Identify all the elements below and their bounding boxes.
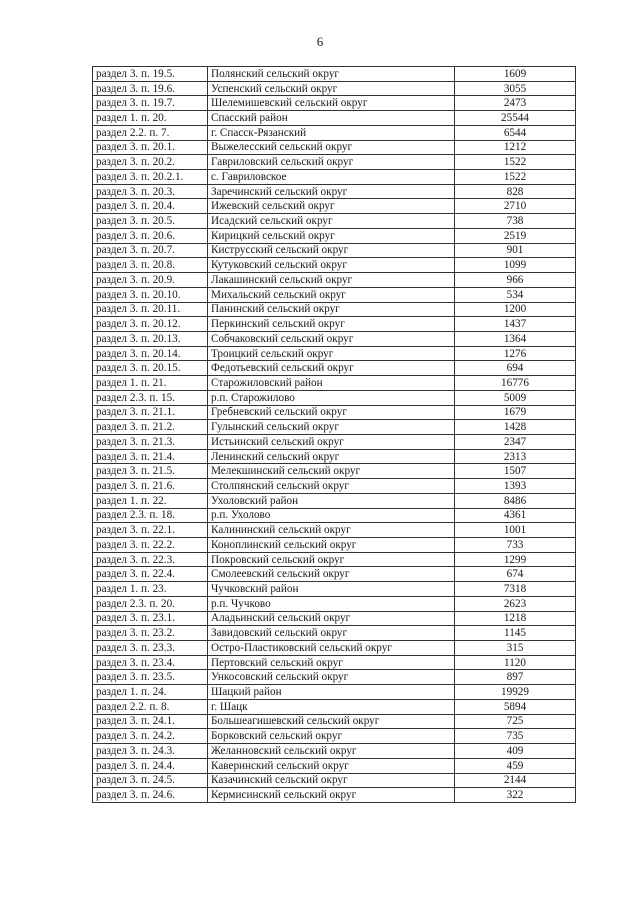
territory-name-cell: Кермисинский сельский округ (208, 788, 455, 803)
territory-name-cell: Гребневский сельский округ (208, 405, 455, 420)
territory-name-cell: Полянский сельский округ (208, 67, 455, 82)
section-reference-cell: раздел 3. п. 20.8. (93, 258, 208, 273)
section-reference-cell: раздел 3. п. 20.12. (93, 317, 208, 332)
table-row (93, 685, 576, 700)
section-reference-cell: раздел 3. п. 21.4. (93, 449, 208, 464)
value-cell: 6544 (455, 125, 576, 140)
table-row (93, 655, 576, 670)
table-row (93, 287, 576, 302)
table-row (93, 449, 576, 464)
section-reference-cell: раздел 3. п. 24.2. (93, 729, 208, 744)
section-reference-cell: раздел 3. п. 22.4. (93, 567, 208, 582)
table-row (93, 67, 576, 82)
table-row (93, 214, 576, 229)
value-cell: 1145 (455, 626, 576, 641)
value-cell: 694 (455, 361, 576, 376)
section-reference-cell: раздел 2.3. п. 20. (93, 596, 208, 611)
territory-name-cell: Старожиловский район (208, 376, 455, 391)
table-row (93, 273, 576, 288)
value-cell: 735 (455, 729, 576, 744)
section-reference-cell: раздел 3. п. 22.1. (93, 523, 208, 538)
value-cell: 1437 (455, 317, 576, 332)
page-number: 6 (316, 34, 324, 49)
section-reference-cell: раздел 3. п. 20.15. (93, 361, 208, 376)
section-reference-cell: раздел 3. п. 20.1. (93, 140, 208, 155)
table-row (93, 390, 576, 405)
territory-name-cell: Аладьинский сельский округ (208, 611, 455, 626)
section-reference-cell: раздел 3. п. 21.3. (93, 434, 208, 449)
value-cell: 2623 (455, 596, 576, 611)
table-row (93, 611, 576, 626)
territory-name-cell: Пертовский сельский округ (208, 655, 455, 670)
value-cell: 897 (455, 670, 576, 685)
value-cell: 16776 (455, 376, 576, 391)
section-reference-cell: раздел 2.3. п. 18. (93, 508, 208, 523)
table-row (93, 596, 576, 611)
territory-name-cell: Большеагишевский сельский округ (208, 714, 455, 729)
value-cell: 1679 (455, 405, 576, 420)
table-row (93, 258, 576, 273)
table-row (93, 155, 576, 170)
territory-name-cell: Завидовский сельский округ (208, 626, 455, 641)
value-cell: 966 (455, 273, 576, 288)
value-cell: 7318 (455, 582, 576, 597)
table-row (93, 699, 576, 714)
section-reference-cell: раздел 3. п. 19.6. (93, 81, 208, 96)
section-reference-cell: раздел 1. п. 24. (93, 685, 208, 700)
territory-name-cell: Федотьевский сельский округ (208, 361, 455, 376)
value-cell: 1200 (455, 302, 576, 317)
value-cell: 1276 (455, 346, 576, 361)
section-reference-cell: раздел 3. п. 20.7. (93, 243, 208, 258)
section-reference-cell: раздел 1. п. 23. (93, 582, 208, 597)
table-row (93, 302, 576, 317)
value-cell: 1299 (455, 552, 576, 567)
table-row (93, 111, 576, 126)
table-row (93, 582, 576, 597)
section-reference-cell: раздел 3. п. 20.2. (93, 155, 208, 170)
table-row (93, 317, 576, 332)
territory-name-cell: Остро-Пластиковский сельский округ (208, 641, 455, 656)
section-reference-cell: раздел 1. п. 21. (93, 376, 208, 391)
territory-name-cell: Исадский сельский округ (208, 214, 455, 229)
section-reference-cell: раздел 3. п. 23.3. (93, 641, 208, 656)
section-reference-cell: раздел 3. п. 24.5. (93, 773, 208, 788)
value-cell: 1393 (455, 479, 576, 494)
section-reference-cell: раздел 3. п. 21.6. (93, 479, 208, 494)
section-reference-cell: раздел 3. п. 24.4. (93, 758, 208, 773)
table-row (93, 170, 576, 185)
value-cell: 1428 (455, 420, 576, 435)
territory-name-cell: Выжелесский сельский округ (208, 140, 455, 155)
table-row (93, 81, 576, 96)
territory-name-cell: Покровский сельский округ (208, 552, 455, 567)
section-reference-cell: раздел 3. п. 20.11. (93, 302, 208, 317)
value-cell: 315 (455, 641, 576, 656)
table-row (93, 626, 576, 641)
section-reference-cell: раздел 3. п. 20.2.1. (93, 170, 208, 185)
territory-name-cell: Успенский сельский округ (208, 81, 455, 96)
section-reference-cell: раздел 2.3. п. 15. (93, 390, 208, 405)
territory-name-cell: Коноплинский сельский округ (208, 538, 455, 553)
value-cell: 2519 (455, 228, 576, 243)
section-reference-cell: раздел 3. п. 22.2. (93, 538, 208, 553)
territory-name-cell: Заречинский сельский округ (208, 184, 455, 199)
section-reference-cell: раздел 1. п. 20. (93, 111, 208, 126)
value-cell: 459 (455, 758, 576, 773)
territory-name-cell: с. Гавриловское (208, 170, 455, 185)
section-reference-cell: раздел 3. п. 20.5. (93, 214, 208, 229)
table-row (93, 405, 576, 420)
table-row (93, 331, 576, 346)
table-body (93, 67, 576, 803)
section-reference-cell: раздел 3. п. 20.3. (93, 184, 208, 199)
value-cell: 2144 (455, 773, 576, 788)
section-reference-cell: раздел 1. п. 22. (93, 493, 208, 508)
section-reference-cell: раздел 3. п. 20.13. (93, 331, 208, 346)
territory-name-cell: р.п. Старожилово (208, 390, 455, 405)
territory-name-cell: Панинский сельский округ (208, 302, 455, 317)
value-cell: 674 (455, 567, 576, 582)
section-reference-cell: раздел 3. п. 20.14. (93, 346, 208, 361)
value-cell: 901 (455, 243, 576, 258)
territory-name-cell: Шацкий район (208, 685, 455, 700)
section-reference-cell: раздел 3. п. 23.2. (93, 626, 208, 641)
table-row (93, 361, 576, 376)
table-row (93, 140, 576, 155)
section-reference-cell: раздел 3. п. 24.1. (93, 714, 208, 729)
value-cell: 1522 (455, 155, 576, 170)
value-cell: 1522 (455, 170, 576, 185)
value-cell: 3055 (455, 81, 576, 96)
value-cell: 2473 (455, 96, 576, 111)
value-cell: 4361 (455, 508, 576, 523)
territory-name-cell: р.п. Ухолово (208, 508, 455, 523)
value-cell: 725 (455, 714, 576, 729)
section-reference-cell: раздел 3. п. 20.9. (93, 273, 208, 288)
territory-name-cell: Смолеевский сельский округ (208, 567, 455, 582)
table-row (93, 184, 576, 199)
table-row (93, 729, 576, 744)
table-row (93, 567, 576, 582)
data-table (92, 66, 576, 803)
value-cell: 8486 (455, 493, 576, 508)
territory-name-cell: Перкинский сельский округ (208, 317, 455, 332)
value-cell: 25544 (455, 111, 576, 126)
territory-name-cell: р.п. Чучково (208, 596, 455, 611)
section-reference-cell: раздел 3. п. 19.5. (93, 67, 208, 82)
table-row (93, 464, 576, 479)
territory-name-cell: г. Спасск-Рязанский (208, 125, 455, 140)
territory-name-cell: Истьинский сельский округ (208, 434, 455, 449)
value-cell: 534 (455, 287, 576, 302)
table-row (93, 523, 576, 538)
value-cell: 1099 (455, 258, 576, 273)
table-row (93, 493, 576, 508)
section-reference-cell: раздел 3. п. 24.3. (93, 744, 208, 759)
table-row (93, 788, 576, 803)
territory-name-cell: Кирицкий сельский округ (208, 228, 455, 243)
table-row (93, 552, 576, 567)
territory-name-cell: Михальский сельский округ (208, 287, 455, 302)
section-reference-cell: раздел 3. п. 19.7. (93, 96, 208, 111)
section-reference-cell: раздел 2.2. п. 8. (93, 699, 208, 714)
territory-name-cell: Шелемишевский сельский округ (208, 96, 455, 111)
value-cell: 1507 (455, 464, 576, 479)
table-row (93, 538, 576, 553)
table-row (93, 758, 576, 773)
territory-name-cell: Ленинский сельский округ (208, 449, 455, 464)
territory-name-cell: Кутуковский сельский округ (208, 258, 455, 273)
table-row (93, 376, 576, 391)
section-reference-cell: раздел 2.2. п. 7. (93, 125, 208, 140)
territory-name-cell: Лакашинский сельский округ (208, 273, 455, 288)
value-cell: 738 (455, 214, 576, 229)
table-row (93, 199, 576, 214)
value-cell: 322 (455, 788, 576, 803)
value-cell: 1364 (455, 331, 576, 346)
territory-name-cell: Мелекшинский сельский округ (208, 464, 455, 479)
section-reference-cell: раздел 3. п. 21.2. (93, 420, 208, 435)
territory-name-cell: Собчаковский сельский округ (208, 331, 455, 346)
territory-name-cell: Ункосовский сельский округ (208, 670, 455, 685)
table-row (93, 243, 576, 258)
value-cell: 2710 (455, 199, 576, 214)
value-cell: 1001 (455, 523, 576, 538)
territory-name-cell: Ижевский сельский округ (208, 199, 455, 214)
value-cell: 1609 (455, 67, 576, 82)
value-cell: 1218 (455, 611, 576, 626)
section-reference-cell: раздел 3. п. 21.5. (93, 464, 208, 479)
section-reference-cell: раздел 3. п. 23.1. (93, 611, 208, 626)
territory-name-cell: Чучковский район (208, 582, 455, 597)
table-row (93, 125, 576, 140)
section-reference-cell: раздел 3. п. 20.6. (93, 228, 208, 243)
territory-name-cell: Троицкий сельский округ (208, 346, 455, 361)
table-row (93, 96, 576, 111)
territory-name-cell: Гавриловский сельский округ (208, 155, 455, 170)
section-reference-cell: раздел 3. п. 23.4. (93, 655, 208, 670)
table-row (93, 508, 576, 523)
table-row (93, 744, 576, 759)
territory-name-cell: Гулынский сельский округ (208, 420, 455, 435)
territory-name-cell: Желанновский сельский округ (208, 744, 455, 759)
territory-name-cell: Ухоловский район (208, 493, 455, 508)
table-row (93, 228, 576, 243)
table-row (93, 420, 576, 435)
table-row (93, 641, 576, 656)
value-cell: 5009 (455, 390, 576, 405)
territory-name-cell: Борковский сельский округ (208, 729, 455, 744)
table-row (93, 670, 576, 685)
territory-name-cell: Спасский район (208, 111, 455, 126)
value-cell: 5894 (455, 699, 576, 714)
territory-name-cell: Столпянский сельский округ (208, 479, 455, 494)
value-cell: 1212 (455, 140, 576, 155)
section-reference-cell: раздел 3. п. 24.6. (93, 788, 208, 803)
table-row (93, 434, 576, 449)
section-reference-cell: раздел 3. п. 20.4. (93, 199, 208, 214)
territory-name-cell: Киструсский сельский округ (208, 243, 455, 258)
table-row (93, 479, 576, 494)
section-reference-cell: раздел 3. п. 21.1. (93, 405, 208, 420)
section-reference-cell: раздел 3. п. 23.5. (93, 670, 208, 685)
territory-name-cell: Каверинский сельский округ (208, 758, 455, 773)
territory-name-cell: г. Шацк (208, 699, 455, 714)
territory-name-cell: Казачинский сельский округ (208, 773, 455, 788)
value-cell: 733 (455, 538, 576, 553)
value-cell: 1120 (455, 655, 576, 670)
section-reference-cell: раздел 3. п. 22.3. (93, 552, 208, 567)
territory-name-cell: Калининский сельский округ (208, 523, 455, 538)
section-reference-cell: раздел 3. п. 20.10. (93, 287, 208, 302)
value-cell: 409 (455, 744, 576, 759)
value-cell: 19929 (455, 685, 576, 700)
table-row (93, 714, 576, 729)
value-cell: 828 (455, 184, 576, 199)
table-row (93, 346, 576, 361)
value-cell: 2347 (455, 434, 576, 449)
table-row (93, 773, 576, 788)
value-cell: 2313 (455, 449, 576, 464)
